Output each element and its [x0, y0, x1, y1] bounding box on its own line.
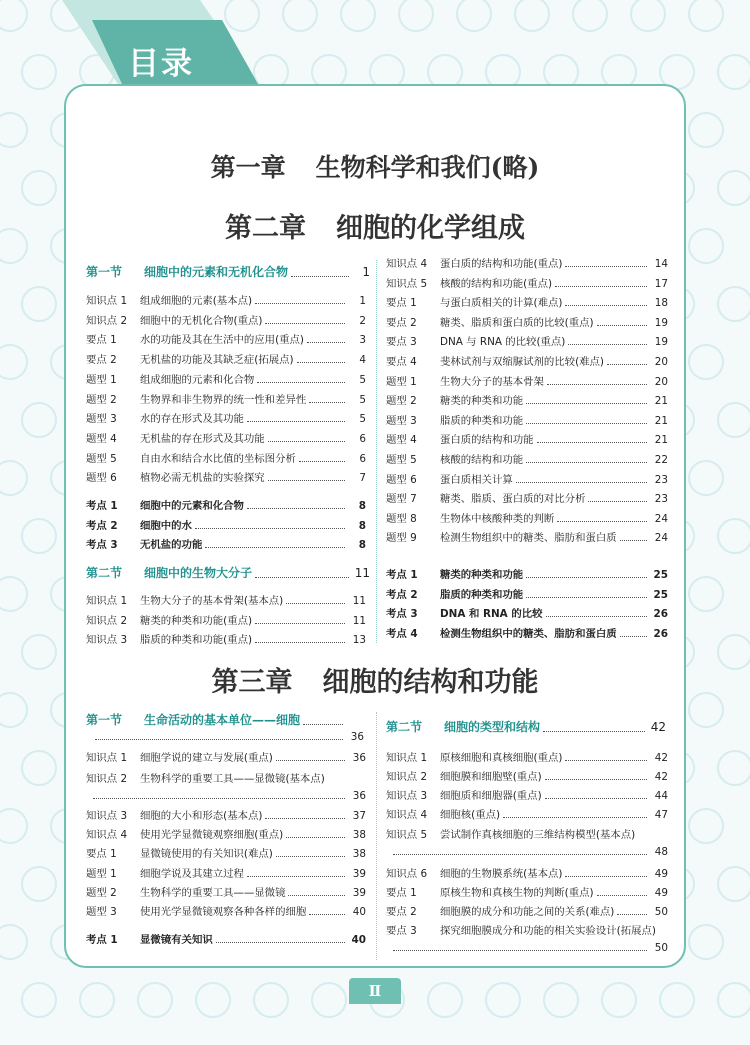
- entry-text: 核酸的结构和功能: [440, 454, 524, 466]
- entry-page: 49: [654, 887, 668, 899]
- toc-entry[interactable]: [386, 431, 668, 446]
- entry-label: 题型 2: [86, 393, 117, 406]
- leader-dots: [537, 441, 647, 443]
- entry-text: 糖类的种类和功能: [440, 395, 524, 408]
- entry-page: 21: [654, 395, 668, 408]
- entry-label: 知识点 3: [86, 810, 128, 822]
- leader-dots: [565, 759, 647, 761]
- leader-dots: [393, 853, 647, 855]
- entry-page: 23: [654, 473, 668, 486]
- entry-label: 知识点 4: [386, 809, 428, 821]
- entry-label: 要点 1: [386, 297, 417, 310]
- leader-dots: [255, 622, 345, 624]
- leader-dots: [547, 383, 647, 385]
- toc-entry[interactable]: [86, 612, 366, 627]
- entry-page: 36: [352, 752, 366, 764]
- section-link[interactable]: 第一节 细胞中的元素和无机化合物 1: [86, 265, 370, 279]
- entry-label: 题型 2: [86, 887, 117, 899]
- leader-dots: [288, 894, 345, 896]
- entry-text: 糖类、脂质、蛋白质的对比分析: [440, 493, 586, 506]
- entry-text: 水的存在形式及其功能: [140, 413, 244, 426]
- chapter-1-heading: [0, 148, 750, 184]
- entry-page: 8: [358, 539, 366, 551]
- entry-page: 4: [359, 354, 366, 367]
- leader-dots: [255, 302, 345, 304]
- entry-label: 知识点 2: [86, 314, 128, 327]
- entry-text: 细胞中的水: [140, 519, 192, 532]
- toc-entry[interactable]: [386, 294, 668, 309]
- toc-entry[interactable]: [386, 806, 668, 821]
- exam-entry[interactable]: [86, 517, 366, 532]
- entry-text: DNA 和 RNA 的比较: [440, 608, 543, 620]
- leader-dots: [545, 778, 647, 780]
- leader-dots: [617, 913, 647, 915]
- entry-text: 探究细胞膜成分和功能的相关实验设计(拓展点): [440, 925, 656, 937]
- entry-label: 知识点 1: [86, 295, 128, 307]
- entry-label: 知识点 4: [386, 258, 428, 270]
- entry-label: 要点 3: [386, 336, 417, 349]
- entry-label: 知识点 1: [86, 752, 128, 764]
- entry-label: 题型 1: [86, 373, 117, 386]
- entry-page: 14: [654, 258, 668, 270]
- toc-entry[interactable]: [386, 333, 668, 348]
- exam-entry[interactable]: [86, 931, 366, 946]
- toc-entry[interactable]: [386, 353, 668, 368]
- leader-dots: [276, 759, 345, 761]
- entry-page-continuation[interactable]: [390, 942, 668, 954]
- toc-entry[interactable]: [86, 865, 366, 880]
- leader-dots: [607, 363, 647, 365]
- entry-label: 题型 3: [86, 413, 117, 426]
- entry-text: 显微镜使用的有关知识(难点): [140, 848, 273, 860]
- toc-entry[interactable]: [386, 903, 668, 918]
- leader-dots: [555, 285, 647, 287]
- toc-entry[interactable]: [86, 807, 366, 822]
- leader-dots: [620, 539, 647, 541]
- entry-label: 要点 2: [86, 354, 117, 367]
- entry-label: 题型 9: [386, 532, 417, 545]
- entry-label: 考点 2: [386, 588, 418, 601]
- leader-dots: [565, 875, 647, 877]
- toc-entry[interactable]: [86, 410, 366, 425]
- leader-dots: [93, 797, 345, 799]
- entry-label: 知识点 2: [86, 773, 128, 785]
- entry-label: 要点 1: [86, 334, 117, 347]
- entry-page: 2: [359, 314, 366, 327]
- toc-entry[interactable]: [86, 469, 366, 484]
- leader-dots: [545, 797, 647, 799]
- entry-label: 题型 8: [386, 512, 417, 525]
- leader-dots: [265, 322, 345, 324]
- entry-text: 细胞学说及其建立过程: [140, 868, 244, 880]
- leader-dots: [597, 324, 647, 326]
- entry-text: 细胞中的无机化合物(重点): [140, 314, 263, 327]
- chapter-1-number: 第一章: [210, 153, 286, 182]
- leader-dots: [247, 875, 345, 877]
- toc-entry[interactable]: [386, 255, 668, 270]
- exam-entry[interactable]: [386, 566, 668, 581]
- leader-dots: [565, 304, 647, 306]
- leader-dots: [526, 402, 647, 404]
- leader-dots: [286, 602, 345, 604]
- toc-entry[interactable]: [86, 631, 366, 646]
- chapter-3-number: 第三章: [211, 667, 293, 698]
- entry-page: 11: [352, 595, 366, 607]
- entry-page: 19: [654, 336, 668, 349]
- entry-page: 37: [352, 810, 366, 822]
- entry-page: 6: [359, 432, 366, 445]
- entry-page: 44: [654, 790, 668, 802]
- entry-label: 考点 3: [86, 539, 118, 551]
- entry-label: 知识点 4: [86, 829, 128, 841]
- leader-dots: [526, 596, 647, 598]
- entry-label: 题型 4: [386, 434, 417, 447]
- entry-text: 生物界和非生物界的统一性和差异性: [140, 393, 307, 406]
- leader-dots: [516, 481, 647, 483]
- entry-label: 题型 3: [386, 414, 417, 427]
- section-link[interactable]: 第二节 细胞中的生物大分子 11: [86, 566, 370, 580]
- entry-text: 细胞膜和细胞壁(重点): [440, 771, 542, 783]
- page-number-badge: Ⅱ: [349, 978, 401, 1004]
- entry-text: 无机盐的存在形式及其功能: [140, 432, 265, 445]
- entry-label: 要点 2: [386, 316, 417, 329]
- entry-text: 细胞的大小和形态(基本点): [140, 810, 263, 822]
- entry-text: 生物科学的重要工具——显微镜(基本点): [140, 773, 325, 785]
- leader-dots: [597, 894, 647, 896]
- leader-dots: [255, 641, 345, 643]
- column-divider: [376, 712, 377, 960]
- entry-page: 20: [654, 356, 668, 368]
- entry-text: 脂质的种类和功能: [440, 414, 524, 427]
- leader-dots: [565, 265, 647, 267]
- entry-page: 6: [359, 452, 366, 465]
- toc-entry[interactable]: [386, 451, 668, 466]
- entry-page: 17: [654, 277, 668, 290]
- entry-text: 细胞学说的建立与发展(重点): [140, 752, 273, 764]
- entry-label: 知识点 1: [86, 595, 128, 607]
- entry-text: 检测生物组织中的糖类、脂肪和蛋白质: [440, 532, 617, 545]
- entry-label: 考点 4: [386, 627, 418, 640]
- entry-label: 题型 5: [386, 454, 417, 466]
- toc-entry[interactable]: [86, 770, 366, 785]
- entry-page: 3: [359, 334, 366, 347]
- entry-text: 水的功能及其在生活中的应用(重点): [140, 334, 304, 347]
- entry-page: 23: [654, 493, 668, 506]
- section-link[interactable]: 第一节 生命活动的基本单位——细胞: [86, 711, 346, 728]
- entry-text: 细胞的生物膜系统(基本点): [440, 868, 563, 880]
- entry-page: 20: [654, 375, 668, 388]
- leader-dots: [265, 817, 345, 819]
- entry-text: 细胞膜的成分和功能之间的关系(难点): [440, 906, 615, 918]
- entry-text: 细胞中的元素和化合物: [140, 500, 244, 512]
- entry-page: 38: [352, 848, 366, 860]
- entry-label: 考点 1: [86, 934, 118, 946]
- toc-entry[interactable]: [386, 787, 668, 802]
- entry-label: 题型 2: [386, 395, 417, 408]
- entry-text: 无机盐的功能及其缺乏症(拓展点): [140, 354, 294, 367]
- toc-entry[interactable]: [386, 412, 668, 427]
- exam-entry[interactable]: [86, 536, 366, 551]
- entry-page: 5: [359, 413, 366, 426]
- entry-page: 7: [359, 472, 366, 485]
- entry-page: 39: [352, 868, 366, 880]
- toc-entry[interactable]: [86, 391, 366, 406]
- leader-dots: [620, 635, 647, 637]
- leader-dots: [568, 343, 647, 345]
- toc-entry[interactable]: [386, 884, 668, 899]
- leader-dots: [247, 420, 345, 422]
- entry-text: 蛋白质的结构和功能(重点): [440, 258, 563, 270]
- entry-text: 生物体中核酸种类的判断: [440, 512, 555, 525]
- toc-entry[interactable]: [86, 592, 366, 607]
- entry-text: 原核细胞和真核细胞(重点): [440, 752, 563, 764]
- leader-dots: [557, 520, 647, 522]
- leader-dots: [526, 576, 647, 578]
- toc-entry[interactable]: [86, 450, 366, 465]
- entry-page: 49: [654, 868, 668, 880]
- toc-entry[interactable]: [386, 922, 668, 937]
- leader-dots: [309, 401, 345, 403]
- leader-dots: [299, 460, 345, 462]
- entry-page: 25: [653, 588, 668, 601]
- entry-page: 19: [654, 316, 668, 329]
- entry-text: 自由水和结合水比值的坐标图分析: [140, 452, 296, 465]
- entry-page: 8: [358, 519, 366, 532]
- entry-label: 知识点 5: [386, 277, 428, 290]
- chapter-3-heading: [0, 660, 750, 699]
- entry-page: 48: [654, 846, 668, 858]
- entry-label: 题型 3: [86, 906, 117, 918]
- entry-label: 要点 1: [386, 887, 417, 899]
- entry-page: 22: [654, 454, 668, 466]
- entry-label: 题型 1: [86, 868, 117, 880]
- chapter-1-title: 生物科学和我们(略): [315, 153, 540, 182]
- leader-dots: [268, 440, 345, 442]
- entry-label: 题型 4: [86, 432, 117, 445]
- entry-label: 知识点 3: [86, 634, 128, 646]
- toc-entry[interactable]: [86, 884, 366, 899]
- entry-page: 36: [352, 790, 366, 802]
- entry-label: 要点 3: [386, 925, 417, 937]
- toc-entry[interactable]: [86, 312, 366, 327]
- leader-dots: [257, 381, 345, 383]
- entry-label: 要点 4: [386, 356, 417, 368]
- entry-text: 生物科学的重要工具——显微镜: [140, 887, 286, 899]
- entry-text: DNA 与 RNA 的比较(重点): [440, 336, 566, 349]
- entry-label: 知识点 2: [86, 614, 128, 627]
- section-page-continuation[interactable]: 36: [92, 731, 364, 743]
- entry-page-continuation[interactable]: [90, 790, 366, 802]
- exam-entry[interactable]: [86, 497, 366, 512]
- entry-label: 要点 1: [86, 848, 117, 860]
- entry-label: 知识点 2: [386, 771, 428, 783]
- toc-entry[interactable]: [86, 845, 366, 860]
- entry-page: 26: [653, 627, 668, 640]
- leader-dots: [268, 479, 345, 481]
- toc-entry[interactable]: [386, 490, 668, 505]
- entry-page: 11: [352, 614, 366, 627]
- chapter-2-title: 细胞的化学组成: [336, 213, 525, 244]
- entry-text: 脂质的种类和功能(重点): [140, 634, 253, 646]
- entry-text: 与蛋白质相关的计算(难点): [440, 297, 563, 310]
- entry-page: 47: [654, 809, 668, 821]
- entry-text: 生物大分子的基本骨架: [440, 375, 544, 388]
- entry-page: 8: [358, 500, 366, 512]
- leader-dots: [195, 527, 345, 529]
- entry-label: 知识点 6: [386, 868, 428, 880]
- entry-label: 考点 1: [386, 569, 418, 581]
- entry-label: 考点 2: [86, 519, 118, 532]
- entry-text: 斐林试剂与双缩脲试剂的比较(难点): [440, 356, 604, 368]
- entry-text: 糖类的种类和功能(重点): [140, 614, 253, 627]
- entry-page-continuation[interactable]: [390, 846, 668, 858]
- entry-label: 要点 2: [386, 906, 417, 918]
- leader-dots: [276, 855, 345, 857]
- leader-dots: [503, 816, 647, 818]
- leader-dots: [205, 546, 345, 548]
- leader-dots: [588, 500, 647, 502]
- leader-dots: [216, 941, 345, 943]
- entry-text: 使用光学显微镜观察细胞(重点): [140, 829, 284, 841]
- page-title: 目录: [128, 46, 194, 82]
- entry-label: 题型 5: [86, 452, 117, 465]
- leader-dots: [297, 361, 345, 363]
- toc-entry[interactable]: [386, 275, 668, 290]
- leader-dots: [286, 836, 345, 838]
- toc-entry[interactable]: [86, 371, 366, 386]
- entry-label: 题型 6: [86, 472, 117, 485]
- leader-dots: [546, 615, 647, 617]
- toc-entry[interactable]: [386, 865, 668, 880]
- entry-page: 50: [654, 906, 668, 918]
- entry-label: 题型 7: [386, 493, 417, 506]
- leader-dots: [307, 341, 345, 343]
- entry-text: 无机盐的功能: [140, 539, 203, 551]
- entry-label: 考点 3: [386, 608, 418, 620]
- entry-label: 题型 6: [386, 473, 417, 486]
- toc-entry[interactable]: [86, 292, 366, 307]
- entry-label: 知识点 5: [386, 829, 428, 841]
- entry-text: 细胞核(重点): [440, 809, 501, 821]
- entry-label: 题型 1: [386, 375, 417, 388]
- entry-page: 50: [654, 942, 668, 954]
- entry-text: 显微镜有关知识: [140, 934, 213, 946]
- entry-page: 21: [654, 414, 668, 427]
- entry-label: 知识点 3: [386, 790, 428, 802]
- entry-text: 糖类的种类和功能: [440, 569, 524, 581]
- entry-page: 42: [654, 771, 668, 783]
- leader-dots: [526, 422, 647, 424]
- entry-page: 5: [359, 373, 366, 386]
- entry-text: 糖类、脂质和蛋白质的比较(重点): [440, 316, 594, 329]
- section-link[interactable]: 第二节 细胞的类型和结构 42: [386, 720, 666, 734]
- entry-label: 知识点 1: [386, 752, 428, 764]
- leader-dots: [309, 913, 345, 915]
- entry-text: 生物大分子的基本骨架(基本点): [140, 595, 284, 607]
- toc-entry[interactable]: [386, 510, 668, 525]
- toc-entry[interactable]: [386, 529, 668, 544]
- toc-entry[interactable]: [86, 749, 366, 764]
- entry-text: 尝试制作真核细胞的三维结构模型(基本点): [440, 829, 636, 841]
- entry-page: 40: [352, 906, 366, 918]
- toc-entry[interactable]: [86, 430, 366, 445]
- entry-page: 42: [654, 752, 668, 764]
- entry-text: 细胞质和细胞器(重点): [440, 790, 542, 802]
- entry-page: 40: [351, 934, 366, 946]
- toc-entry[interactable]: [386, 314, 668, 329]
- entry-text: 脂质的种类和功能: [440, 588, 524, 601]
- entry-page: 5: [359, 393, 366, 406]
- toc-entry[interactable]: [386, 826, 668, 841]
- chapter-2-heading: [0, 206, 750, 245]
- entry-page: 39: [352, 887, 366, 899]
- exam-entry[interactable]: [386, 586, 668, 601]
- toc-entry[interactable]: [386, 749, 668, 764]
- toc-entry[interactable]: [386, 373, 668, 388]
- entry-text: 组成细胞的元素和化合物: [140, 373, 255, 386]
- entry-page: 18: [654, 297, 668, 310]
- toc-entry[interactable]: [386, 392, 668, 407]
- chapter-3-title: 细胞的结构和功能: [322, 667, 539, 698]
- entry-page: 1: [359, 295, 366, 307]
- leader-dots: [247, 507, 345, 509]
- entry-page: 13: [352, 634, 366, 646]
- entry-text: 检测生物组织中的糖类、脂肪和蛋白质: [440, 627, 617, 640]
- toc-entry[interactable]: [86, 903, 366, 918]
- entry-text: 使用光学显微镜观察各种各样的细胞: [140, 906, 307, 918]
- entry-label: 考点 1: [86, 500, 118, 512]
- toc-entry[interactable]: [386, 471, 668, 486]
- entry-text: 组成细胞的元素(基本点): [140, 295, 253, 307]
- toc-entry[interactable]: [86, 351, 366, 366]
- leader-dots: [526, 461, 647, 463]
- toc-entry[interactable]: [86, 331, 366, 346]
- entry-page: 24: [654, 512, 668, 525]
- entry-text: 蛋白质相关计算: [440, 473, 513, 486]
- leader-dots: [393, 949, 647, 951]
- entry-page: 38: [352, 829, 366, 841]
- entry-page: 21: [654, 434, 668, 447]
- entry-text: 蛋白质的结构和功能: [440, 434, 534, 447]
- toc-entry[interactable]: [386, 768, 668, 783]
- exam-entry[interactable]: [386, 625, 668, 640]
- entry-page: 26: [653, 608, 668, 620]
- entry-page: 25: [653, 569, 668, 581]
- toc-entry[interactable]: [86, 826, 366, 841]
- column-divider: [376, 260, 377, 643]
- entry-text: 原核生物和真核生物的判断(重点): [440, 887, 594, 899]
- exam-entry[interactable]: [386, 605, 668, 620]
- entry-text: 植物必需无机盐的实验探究: [140, 472, 265, 485]
- entry-text: 核酸的结构和功能(重点): [440, 277, 553, 290]
- chapter-2-number: 第二章: [225, 213, 306, 244]
- entry-page: 24: [654, 532, 668, 545]
